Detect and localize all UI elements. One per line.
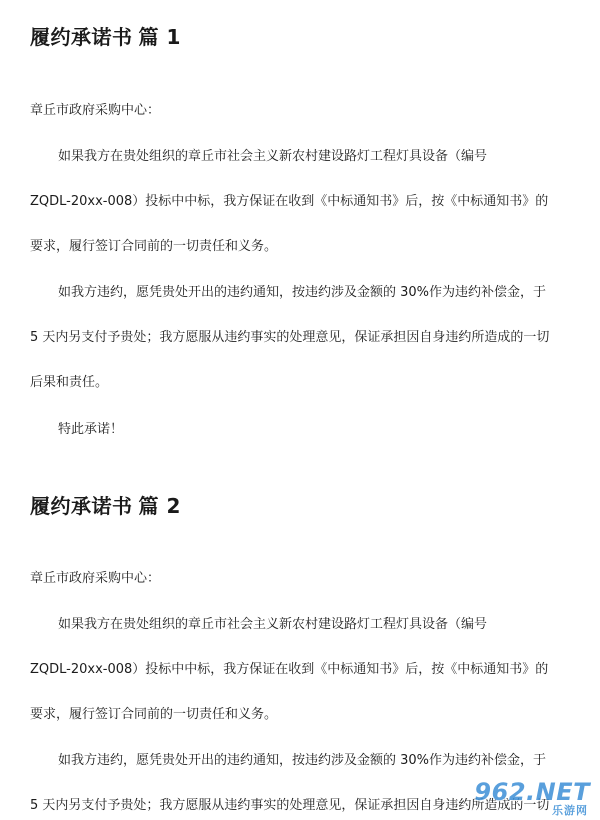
section-1-paragraph-1-line-2: ZQDL-20xx-008）投标中中标，我方保证在收到《中标通知书》后，按《中标通知书》的 <box>30 194 549 209</box>
section-1-paragraph-1-line-3: 要求，履行签订合同前的一切责任和义务。 <box>30 239 278 254</box>
section-1-title <box>30 24 181 50</box>
section-1-number: 篇 1 <box>138 25 181 49</box>
section-2-paragraph-2-line-2: 5 天内另支付予贵处；我方愿服从违约事实的处理意见，保证承担因自身违约所造成的一切 <box>30 798 550 813</box>
section-1-paragraph-1-line-1: 如果我方在贵处组织的章丘市社会主义新农村建设路灯工程灯具设备（编号 <box>58 149 488 164</box>
section-1-paragraph-2-line-3: 后果和责任。 <box>30 375 109 390</box>
section-2-title-text: 履约承诺书 <box>30 494 133 518</box>
section-2-paragraph-1-line-3: 要求，履行签订合同前的一切责任和义务。 <box>30 707 278 722</box>
section-2-number: 篇 2 <box>138 494 181 518</box>
section-2-addressee: 章丘市政府采购中心： <box>30 571 161 586</box>
section-2-title <box>30 493 181 519</box>
section-1-paragraph-2-line-1: 如我方违约，愿凭贵处开出的违约通知，按违约涉及金额的 30%作为违约补偿金，于 <box>58 285 547 300</box>
watermark-sub: 乐游网 <box>552 804 588 817</box>
watermark-brand: 962.NET <box>474 778 590 806</box>
section-2-paragraph-1-line-1: 如果我方在贵处组织的章丘市社会主义新农村建设路灯工程灯具设备（编号 <box>58 617 488 632</box>
section-1-title-text: 履约承诺书 <box>30 25 133 49</box>
section-2-paragraph-2-line-1: 如我方违约，愿凭贵处开出的违约通知，按违约涉及金额的 30%作为违约补偿金，于 <box>58 753 547 768</box>
section-1-paragraph-2-line-2: 5 天内另支付予贵处；我方愿服从违约事实的处理意见，保证承担因自身违约所造成的一切 <box>30 330 550 345</box>
section-2-paragraph-1-line-2: ZQDL-20xx-008）投标中中标，我方保证在收到《中标通知书》后，按《中标通知书》的 <box>30 662 549 677</box>
section-1-closing: 特此承诺！ <box>58 422 124 437</box>
section-1-addressee: 章丘市政府采购中心： <box>30 103 161 118</box>
